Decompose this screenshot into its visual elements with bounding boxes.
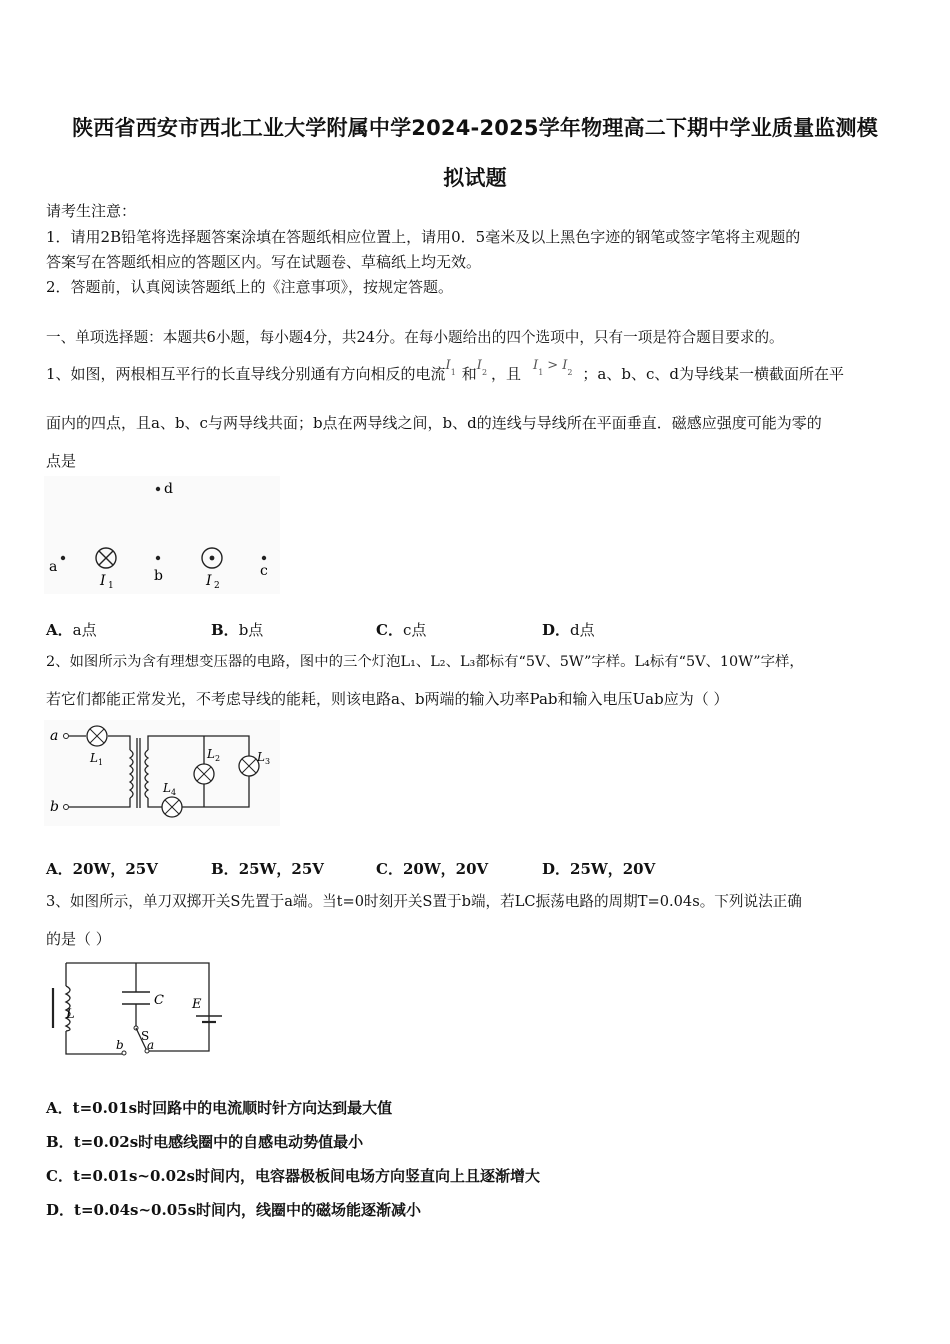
label-I1-sub: 1 — [108, 581, 114, 591]
notice-heading: 请考生注意： — [46, 202, 137, 220]
q1-option-d[interactable]: D．d点 — [542, 621, 595, 639]
label-E: E — [192, 997, 202, 1012]
terminal-a — [64, 734, 69, 739]
q3-option-d[interactable]: D．t=0.04s~0.05s时间内，线圈中的磁场能逐渐减小 — [46, 1201, 422, 1219]
terminal-a-label: a — [50, 728, 59, 744]
q3-option-c[interactable]: C．t=0.01s~0.02s时间内，电容器极板间电场方向竖直向上且逐渐增大 — [46, 1167, 540, 1185]
lamp-L1-icon — [87, 726, 107, 746]
point-b — [156, 556, 160, 560]
q1-option-b[interactable]: B．b点 — [211, 621, 264, 639]
label-L2-sub: 2 — [215, 754, 221, 763]
q1-text-line2: 面内的四点，且a、b、c与两导线共面；b点在两导线之间，b、d的连线与导线所在平面垂直．磁感应强度可能为零的 — [46, 414, 822, 432]
q1-cmp-I1-sub: 1 — [538, 368, 544, 377]
q3-option-b[interactable]: B．t=0.02s时电感线圈中的自感电动势值最小 — [46, 1133, 364, 1151]
label-S: S — [141, 1029, 150, 1043]
terminal-b — [64, 805, 69, 810]
label-b: b — [154, 568, 163, 584]
point-c — [262, 556, 266, 560]
q2-option-b[interactable]: B．25W，25V — [211, 860, 324, 878]
q1-stem-start: 1、如图，两根相互平行的长直导线分别通有方向相反的电流 — [46, 365, 446, 383]
q1-I2: I — [476, 358, 482, 373]
label-d: d — [164, 481, 173, 497]
q1-option-a[interactable]: A．a点 — [46, 621, 97, 639]
q1-gt: > — [547, 358, 559, 373]
q1-figure — [44, 476, 280, 594]
q2-option-c[interactable]: C．20W，20V — [376, 860, 489, 878]
point-d — [156, 487, 160, 491]
label-I2-sub: 2 — [214, 581, 220, 591]
q1-cmp-I2: I — [562, 358, 568, 373]
q1-option-c[interactable]: C．c点 — [376, 621, 427, 639]
label-L1: L — [90, 751, 98, 765]
q2-text-line1: 2、如图所示为含有理想变压器的电路，图中的三个灯泡L₁、L₂、L₃都标有“5V、5W”字样。L₄标有“5V、10W”字样， — [46, 654, 804, 670]
q3-option-a[interactable]: A．t=0.01s时回路中的电流顺时针方向达到最大值 — [46, 1099, 393, 1117]
lamp-L3-icon — [239, 756, 259, 776]
q1-comma: ，且 — [491, 365, 522, 383]
q3-figure — [46, 956, 226, 1058]
label-C: C — [154, 993, 164, 1008]
lc-circuit-wires — [66, 963, 209, 1051]
label-L: L — [66, 1007, 75, 1022]
q1-stem-end: ；a、b、c、d为导线某一横截面所在平 — [582, 365, 844, 383]
q2-option-a[interactable]: A．20W，25V — [46, 860, 158, 878]
q1-I1: I — [445, 358, 451, 373]
label-L2: L — [207, 747, 215, 761]
label-L4-sub: 4 — [171, 788, 177, 797]
q1-text-line1 — [46, 358, 844, 393]
section-heading: 一、单项选择题：本题共6小题，每小题4分，共24分。在每小题给出的四个选项中，只有一项是符合题目要求的。 — [46, 329, 784, 346]
label-L4: L — [163, 781, 171, 795]
notice-item-1: 1．请用2B铅笔将选择题答案涂填在答题纸相应位置上，请用0．5毫米及以上黑色字迹的钢笔或签字笔将主观题的 — [46, 228, 801, 246]
q1-I1-sub: 1 — [450, 368, 456, 377]
q1-cmp-I2-sub: 2 — [567, 368, 573, 377]
point-a — [61, 556, 65, 560]
notice-item-1-cont: 答案写在答题纸相应的答题区内。写在试题卷、草稿纸上均无效。 — [46, 253, 482, 271]
label-a: a — [147, 1038, 155, 1052]
label-L3-sub: 3 — [265, 757, 271, 766]
q2-text-line2: 若它们都能正常发光，不考虑导线的能耗，则该电路a、b两端的输入功率Pab和输入电压Uab应为（ ） — [46, 690, 729, 708]
label-L1-sub: 1 — [98, 758, 104, 767]
q1-I2-sub: 2 — [481, 368, 488, 377]
q3-text-line1: 3、如图所示，单刀双掷开关S先置于a端。当t=0时刻开关S置于b端，若LC振荡电路的周期T=0.04s。下列说法正确 — [46, 893, 802, 910]
q1-cmp-I1: I — [533, 358, 539, 373]
notice-item-2: 2．答题前，认真阅读答题纸上的《注意事项》，按规定答题。 — [46, 278, 454, 296]
label-b: b — [116, 1038, 124, 1052]
label-L3: L — [257, 750, 265, 764]
q2-figure — [44, 720, 280, 826]
label-I2: I — [206, 573, 212, 589]
q1-text-line3: 点是 — [46, 452, 77, 470]
q2-option-d[interactable]: D．25W，20V — [542, 860, 656, 878]
page-title: 陕西省西安市西北工业大学附属中学2024-2025学年物理高二下期中学业质量监测模 — [72, 116, 878, 140]
lamp-L2-icon — [194, 764, 214, 784]
page-title-continued: 拟试题 — [443, 166, 507, 190]
label-c: c — [260, 563, 268, 579]
terminal-b-label: b — [50, 799, 59, 815]
q3-text-line2: 的是（ ） — [46, 930, 111, 948]
lamp-L4-icon — [162, 797, 182, 817]
q1-and: 和 — [461, 365, 477, 383]
label-I1: I — [100, 573, 106, 589]
label-a: a — [49, 559, 58, 575]
